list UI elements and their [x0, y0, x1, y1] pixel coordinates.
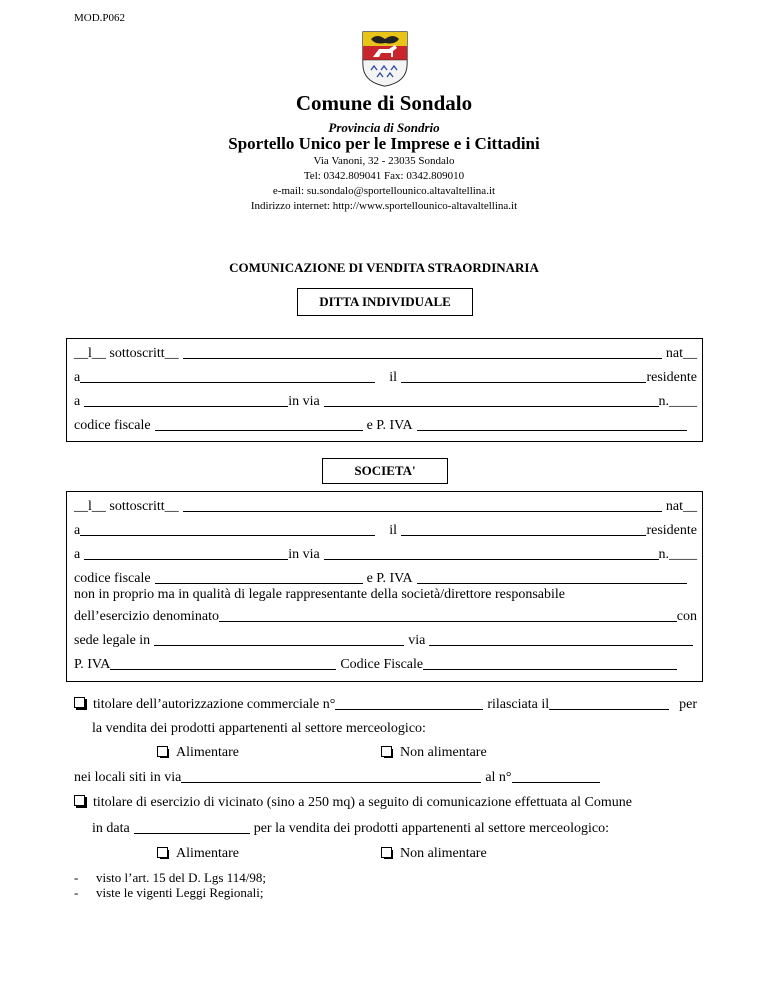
piva-field[interactable]: [417, 429, 687, 431]
societa-line-6: dell’esercizio denominato con: [74, 609, 697, 624]
bullet-item: - visto l’art. 15 del D. Lgs 114/98;: [74, 870, 266, 885]
website-line: Indirizzo internet: http://www.sportellounico-altavaltellina.it: [250, 200, 518, 212]
non-alimentare-option-2[interactable]: Non alimentare: [381, 846, 487, 862]
soc-cf2-field[interactable]: [423, 668, 677, 670]
bullet-item: - viste le vigenti Leggi Regionali;: [74, 885, 264, 900]
ditta-line-2: a il residente: [74, 370, 697, 385]
non-alimentare-checkbox-2[interactable]: [381, 847, 392, 858]
vicinato-date-line: in data per la vendita dei prodotti appartenenti al settore merceologico:: [92, 821, 610, 836]
sportello-title: Sportello Unico per le Imprese e i Cittadini: [228, 134, 540, 153]
birthdate-field[interactable]: [401, 381, 646, 383]
sede-via-field[interactable]: [429, 644, 693, 646]
alimentare-option-2[interactable]: Alimentare: [157, 846, 239, 862]
societa-line-4: codice fiscale e P. IVA: [74, 571, 697, 587]
alimentare-option-1[interactable]: Alimentare: [157, 745, 239, 761]
document-title: COMUNICAZIONE DI VENDITA STRAORDINARIA: [229, 260, 539, 275]
autorizzazione-checkbox[interactable]: [74, 697, 85, 708]
ditta-line-1: __l__ sottoscritt__ nat__: [74, 346, 697, 361]
residence-street-field[interactable]: [324, 405, 659, 407]
soc-residence-street-field[interactable]: [324, 558, 659, 560]
name-field[interactable]: [183, 357, 662, 359]
comune-title: Comune di Sondalo: [295, 91, 473, 115]
vicinato-date-field[interactable]: [134, 832, 250, 834]
provincia-subtitle: Provincia di Sondrio: [328, 120, 440, 135]
non-alimentare-option-1[interactable]: Non alimentare: [381, 745, 487, 761]
settore-line: la vendita dei prodotti appartenenti al settore merceologico:: [92, 721, 426, 736]
form-code: MOD.P062: [74, 12, 126, 24]
ditta-line-3: a in via n.____: [74, 394, 697, 409]
locali-via-field[interactable]: [181, 781, 481, 783]
soc-name-field[interactable]: [183, 510, 662, 512]
societa-line-3: a in via n.____: [74, 547, 697, 562]
locali-number-field[interactable]: [512, 781, 600, 783]
ditta-line-4: codice fiscale e P. IVA: [74, 418, 697, 434]
email-line: e-mail: su.sondalo@sportellounico.altavaltellina.it: [272, 185, 496, 197]
societa-line-5: non in proprio ma in qualità di legale rappresentante della società/direttore responsabile: [74, 587, 565, 602]
non-alimentare-checkbox-1[interactable]: [381, 746, 392, 757]
autorizzazione-date-field[interactable]: [549, 708, 669, 710]
societa-label: SOCIETA': [322, 458, 448, 484]
societa-line-2: a il residente: [74, 523, 697, 538]
sede-legale-field[interactable]: [154, 644, 404, 646]
municipal-coat-of-arms: [361, 30, 409, 88]
birthplace-field[interactable]: [80, 381, 375, 383]
phone-line: Tel: 0342.809041 Fax: 0342.809010: [303, 170, 465, 182]
codice-fiscale-field[interactable]: [155, 429, 363, 431]
residence-city-field[interactable]: [84, 405, 288, 407]
vicinato-checkbox[interactable]: [74, 795, 85, 806]
vicinato-line: titolare di esercizio di vicinato (sino a 250 mq) a seguito di comunicazione effettuata al Comune: [74, 795, 697, 811]
autorizzazione-number-field[interactable]: [335, 708, 483, 710]
societa-line-8: P. IVA Codice Fiscale: [74, 657, 697, 673]
alimentare-checkbox-2[interactable]: [157, 847, 168, 858]
soc-piva2-field[interactable]: [110, 668, 336, 670]
ditta-individuale-label: DITTA INDIVIDUALE: [297, 288, 473, 316]
soc-birthplace-field[interactable]: [80, 534, 375, 536]
address-line: Via Vanoni, 32 - 23035 Sondalo: [313, 155, 455, 167]
alimentare-checkbox-1[interactable]: [157, 746, 168, 757]
locali-line: nei locali siti in via al n°: [74, 770, 604, 786]
autorizzazione-line: titolare dell’autorizzazione commerciale n° rilasciata il per: [74, 697, 697, 713]
soc-residence-city-field[interactable]: [84, 558, 288, 560]
soc-birthdate-field[interactable]: [401, 534, 646, 536]
societa-line-7: sede legale in via: [74, 633, 697, 649]
esercizio-name-field[interactable]: [219, 620, 677, 622]
societa-line-1: __l__ sottoscritt__ nat__: [74, 499, 697, 514]
